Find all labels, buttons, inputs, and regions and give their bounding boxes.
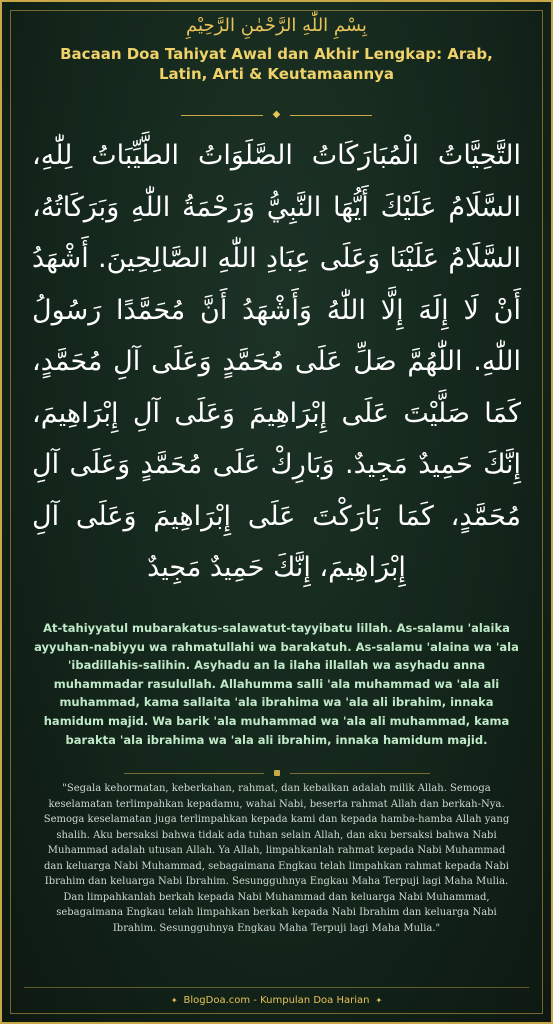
footer <box>2 994 551 1008</box>
page-title: Bacaan Doa Tahiyat Awal dan Akhir Lengkap: Arab, Latin, Arti & Keutamaannya <box>60 45 493 83</box>
header <box>2 14 551 84</box>
arabic-text: التَّحِيَّاتُ الْمُبَارَكَاتُ الصَّلَوَاتُ الطَّيِّبَاتُ لِلّٰهِ، السَّلَامُ عَلَيْكَ أَيُّهَا النَّبِيُّ وَرَحْمَةُ اللّٰهِ وَبَرَكَاتُهُ، السَّلَامُ عَلَيْنَا وَعَلَى عِبَادِ اللّٰهِ الصَّالِحِينَ. أَشْهَدُ أَنْ لَا إِلَهَ إِلَّا اللّٰهُ وَأَشْهَدُ أَنَّ مُحَمَّدًا رَسُولُ اللّٰهِ. اللّٰهُمَّ صَلِّ عَلَى مُحَمَّدٍ وَعَلَى آلِ مُحَمَّدٍ، كَمَا صَلَّيْتَ عَلَى إِبْرَاهِيمَ وَعَلَى آلِ إِبْرَاهِيمَ، إِنَّكَ حَمِيدٌ مَجِيدٌ. وَبَارِكْ عَلَى مُحَمَّدٍ وَعَلَى آلِ مُحَمَّدٍ، كَمَا بَارَكْتَ عَلَى إِبْرَاهِيمَ وَعَلَى آلِ إِبْرَاهِيمَ، إِنَّكَ حَمِيدٌ مَجِيدٌ <box>32 140 521 583</box>
star-icon: ✦ <box>375 996 383 1005</box>
footer-divider <box>24 987 529 988</box>
translation-text: "Segala kehormatan, keberkahan, rahmat, dan kebaikan adalah milik Allah. Semoga keselamatan terlimpahkan kepadamu, wahai Nabi, beserta rahmat Allah dan berkah-Nya. Semoga keselamatan juga terlimpahkan kepada kami dan kepada hamba-hamba Allah yang shalih. Aku bersaksi bahwa tidak ada tuhan selain Allah, dan aku bersaksi bahwa Nabi Muhammad adalah utusan Allah. Ya Allah, limpahkanlah rahmat kepada Nabi Muhammad dan keluarga Nabi Muhammad, sebagaimana Engkau telah limpahkan rahmat kepada Nabi Ibrahim dan keluarga Nabi Ibrahim. Sesungguhnya Engkau Maha Terpuji lagi Maha Mulia. Dan limpahkanlah berkah kepada Nabi Muhammad dan keluarga Nabi Muhammad, sebagaimana Engkau telah limpahkan berkah kepada Nabi Ibrahim dan keluarga Nabi Ibrahim. Sesungguhnya Engkau Maha Terpuji lagi Maha Mulia." <box>43 783 510 934</box>
section-divider <box>2 768 551 778</box>
divider-line-left <box>181 115 263 116</box>
bismillah: بِسْمِ اللّٰهِ الرَّحْمٰنِ الرَّحِيْمِ <box>186 15 367 36</box>
latin-transliteration: At-tahiyyatul mubarakatus-salawatut-tayyibatu lillah. As-salamu 'alaika ayyuhan-nabiyyu wa rahmatullahi wa barakatuh. As-salamu 'alaina wa 'ala 'ibadillahis-salihin. Asyhadu an la ilaha illallah wa asyhadu anna muhammadar rasulullah. Allahumma salli 'ala muhammad wa 'ala ali muhammad, kama sallaita 'ala ibrahima wa 'ala ali ibrahim, innaka hamidum majid. Wa barik 'ala muhammad wa 'ala ali muhammad, kama barakta 'ala ibrahima wa 'ala ali ibrahim, innaka hamidum majid. <box>34 621 519 747</box>
diamond-ornament-icon: ◆ <box>272 109 281 120</box>
divider-line-right <box>290 115 372 116</box>
square-ornament-icon <box>274 770 280 776</box>
star-icon: ✦ <box>170 996 178 1005</box>
title-divider <box>2 108 551 122</box>
divider-line-right <box>290 773 430 774</box>
footer-site-text[interactable]: BlogDoa.com - Kumpulan Doa Harian <box>183 995 370 1006</box>
divider-line-left <box>124 773 264 774</box>
